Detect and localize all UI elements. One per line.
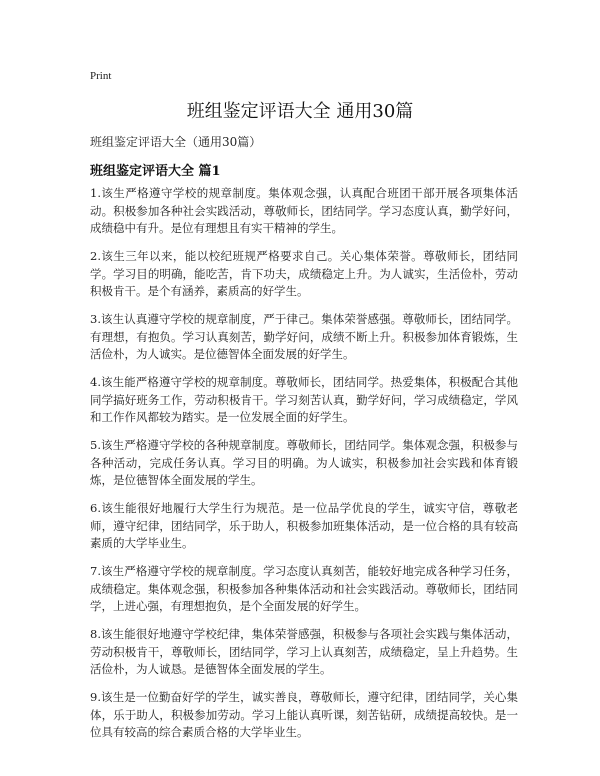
evaluation-list — [90, 185, 518, 752]
evaluation-item-6: 6.该生能很好地履行大学生行为规范。是一位品学优良的学生，诚实守信，尊敬老师，遵守纪律，团结同学，乐于助人，积极参加班集体活动，是一位合格的具有较高素质的大学毕业生。 — [90, 501, 518, 550]
page-title: 班组鉴定评语大全 通用30篇 — [186, 101, 414, 122]
print-label: Print — [90, 70, 112, 82]
evaluation-item-8: 8.该生能很好地遵守学校纪律，集体荣誉感强，积极参与各项社会实践与集体活动，劳动积极肯干，尊敬师长，团结同学，学习上认真刻苦，成绩稳定，呈上升趋势。生活俭朴，为人诚恳。是德智体全面发展的学生。 — [90, 627, 518, 676]
document-subtitle: 班组鉴定评语大全（通用30篇） — [90, 135, 262, 149]
section-heading: 班组鉴定评语大全 篇1 — [90, 164, 221, 179]
evaluation-item-4: 4.该生能严格遵守学校的规章制度。尊敬师长，团结同学。热爱集体，积极配合其他同学搞好班务工作，劳动积极肯干。学习刻苦认真，勤学好问，学习成绩稳定，学风和工作作风都较为踏实。是一位发展全面的好学生。 — [90, 375, 518, 424]
evaluation-item-3: 3.该生认真遵守学校的规章制度，严于律己。集体荣誉感强。尊敬师长，团结同学。有理想，有抱负。学习认真刻苦，勤学好问，成绩不断上升。积极参加体育锻炼，生活俭朴，为人诚实。是位德智体全面发展的好学生。 — [90, 312, 518, 361]
evaluation-item-5: 5.该生严格遵守学校的各种规章制度。尊敬师长，团结同学。集体观念强，积极参与各种活动，完成任务认真。学习目的明确。为人诚实，积极参加社会实践和体育锻炼，是位德智体全面发展的学生。 — [90, 438, 518, 487]
evaluation-item-9: 9.该生是一位勤奋好学的学生，诚实善良，尊敬师长，遵守纪律，团结同学，关心集体，乐于助人，积极参加劳动。学习上能认真听课，刻苦钻研，成绩提高较快。是一位具有较高的综合素质合格的大学毕业生。 — [90, 690, 518, 739]
evaluation-item-2: 2.该生三年以来，能以校纪班规严格要求自己。关心集体荣誉。尊敬师长，团结同学。学习目的明确，能吃苦，肯下功夫，成绩稳定上升。为人诚实，生活俭朴，劳动积极肯干。是个有涵养，素质高的好学生。 — [90, 249, 518, 298]
evaluation-item-7: 7.该生严格遵守学校的规章制度。学习态度认真刻苦，能较好地完成各种学习任务，成绩稳定。集体观念强，积极参加各种集体活动和社会实践活动。尊敬师长，团结同学，上进心强，有理想抱负，是个全面发展的好学生。 — [90, 564, 518, 613]
evaluation-item-1: 1.该生严格遵守学校的规章制度。集体观念强，认真配合班团干部开展各项集体活动。积极参加各种社会实践活动，尊敬师长，团结同学。学习态度认真，勤学好问，成绩稳中有升。是位有理想且有实干精神的学生。 — [90, 186, 518, 235]
